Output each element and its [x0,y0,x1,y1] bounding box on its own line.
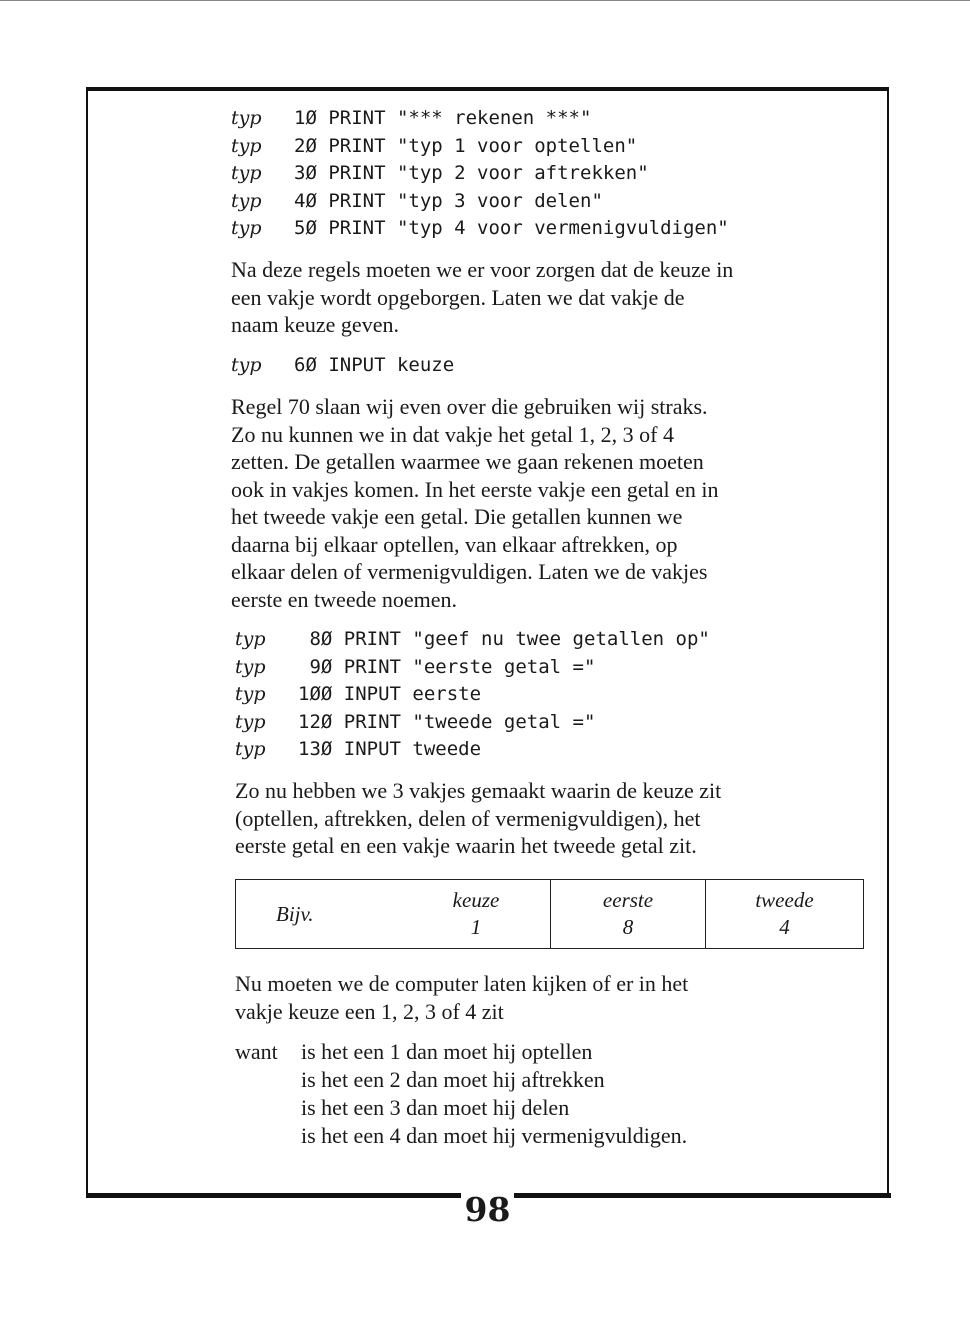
typ-keyword: typ [231,162,262,184]
typ-keyword: typ [231,354,262,376]
text-line: het tweede vakje een getal. Die getallen kunnen we [231,504,683,529]
typ-keyword: typ [235,738,266,760]
basic-statement: PRINT "tweede getal =" [343,710,596,733]
text-line: Regel 70 slaan wij even over die gebruiken wij straks. [231,394,708,419]
text-line: elkaar delen of vermenigvuldigen. Laten we de vakjes [231,559,708,584]
typ-keyword: typ [235,655,266,678]
line-number: 3Ø [294,162,317,184]
typ-keyword: typ [231,134,262,157]
condition-line: is het een 2 dan moet hij aftrekken [301,1067,605,1092]
line-number: 6Ø [294,354,317,376]
code-line [231,215,729,243]
line-number: 1ØØ [298,683,333,705]
basic-statement: INPUT keuze [328,354,455,376]
column-header-tweede: tweede [755,888,814,912]
typ-keyword: typ [235,628,266,650]
basic-statement: PRINT "typ 1 voor optellen" [328,134,638,157]
column-value-keuze: 1 [470,915,482,939]
basic-statement: PRINT "typ 3 voor delen" [328,189,603,212]
typ-keyword: typ [235,683,266,705]
text-line: ook in vakjes komen. In het eerste vakje een getal en in [231,476,719,502]
text-line: Zo nu hebben we 3 vakjes gemaakt waarin de keuze zit [235,778,722,803]
text-line: naam keuze geven. [231,312,399,337]
line-number: 13Ø [298,738,333,760]
text-line: eerste en tweede noemen. [231,586,457,612]
basic-statement: PRINT "typ 2 voor aftrekken" [328,162,649,184]
example-table [235,879,864,949]
column-header-keuze: keuze [452,888,500,912]
text-line: zetten. De getallen waarmee we gaan rekenen moeten [231,449,704,474]
text-line: daarna bij elkaar optellen, van elkaar aftrekken, op [231,531,678,557]
basic-statement: PRINT "geef nu twee getallen op" [343,628,710,650]
condition-line: is het een 4 dan moet hij vermenigvuldigen. [301,1123,688,1148]
conditions-lead-word: want [235,1039,278,1064]
footer-rule-right [514,1193,891,1198]
basic-statement: PRINT "*** rekenen ***" [328,107,592,129]
code-line [235,736,710,764]
line-number: 5Ø [294,217,317,239]
code-line [231,352,454,380]
code-line [235,654,710,682]
basic-statement: PRINT "eerste getal =" [343,655,596,678]
basic-statement: PRINT "typ 4 voor vermenigvuldigen" [328,217,729,239]
condition-line: is het een 1 dan moet hij optellen [301,1039,593,1064]
scan-edge-line [0,0,970,1]
text-line: eerste getal en een vakje waarin het tweede getal zit. [235,833,697,858]
footer-rule-left [86,1193,461,1198]
code-listing-print-menu [231,105,729,243]
typ-keyword: typ [231,107,262,129]
typ-keyword: typ [231,217,262,239]
line-number: 1Ø [294,107,317,129]
code-line [235,681,710,709]
column-value-eerste: 8 [622,915,634,939]
code-line [235,709,710,737]
text-line: een vakje wordt opgeborgen. Laten we dat vakje de [231,284,685,310]
line-number: 4Ø [294,189,317,212]
text-line: Zo nu kunnen we in dat vakje het getal 1, 2, 3 of 4 [231,421,674,447]
page-number: 98 [464,1190,511,1229]
paragraph-computer-kijken [235,970,688,1025]
line-number: 12Ø [298,710,333,733]
paragraph-getallen-uitleg [231,393,719,613]
conditions-list [301,1038,687,1150]
code-listing-input-keuze [231,352,454,380]
paragraph-drie-vakjes [235,777,721,860]
code-line [235,626,710,654]
text-line: vakje keuze een 1, 2, 3 of 4 zit [235,998,504,1024]
code-line [231,105,729,133]
example-label: Bijv. [276,902,314,926]
typ-keyword: typ [231,189,262,212]
code-line [231,160,729,188]
text-line: Na deze regels moeten we er voor zorgen dat de keuze in [231,257,734,282]
code-line [231,188,729,216]
basic-statement: INPUT tweede [343,738,482,760]
column-value-tweede: 4 [779,915,790,939]
text-line: Nu moeten we de computer laten kijken of er in het [235,971,689,996]
paragraph-keuze-intro [231,256,733,339]
column-header-eerste: eerste [602,888,654,912]
line-number: 8Ø [298,628,333,650]
basic-statement: INPUT eerste [343,683,482,705]
code-line [231,133,729,161]
text-line: (optellen, aftrekken, delen of vermenigvuldigen), het [235,805,701,831]
condition-line: is het een 3 dan moet hij delen [301,1095,570,1120]
line-number: 9Ø [298,655,333,678]
code-listing-input-getallen [235,626,710,764]
typ-keyword: typ [235,710,266,733]
line-number: 2Ø [294,134,317,157]
